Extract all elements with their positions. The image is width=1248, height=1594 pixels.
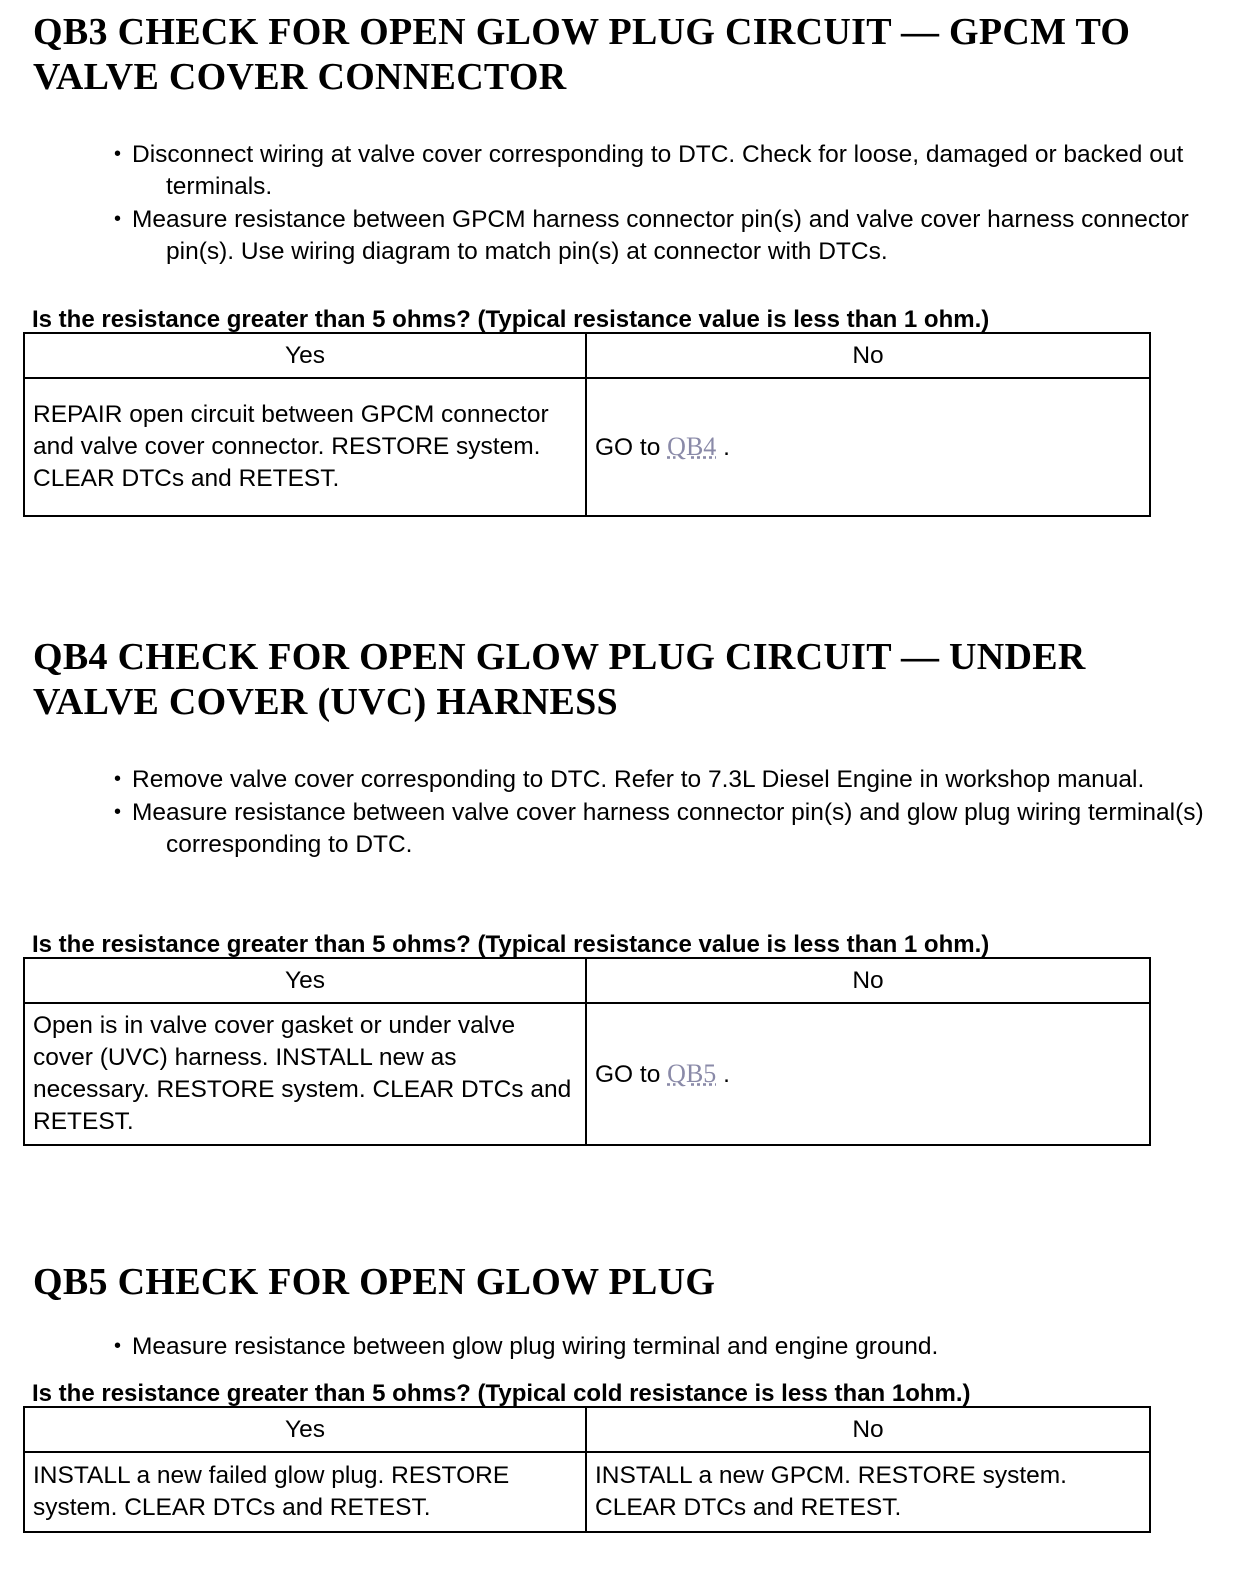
- no-cell: INSTALL a new GPCM. RESTORE system. CLEAR DTCs and RETEST.: [586, 1452, 1150, 1532]
- no-cell: [586, 378, 1150, 516]
- no-prefix: GO to: [595, 433, 661, 461]
- no-suffix: .: [723, 433, 730, 461]
- section-title: QB5 CHECK FOR OPEN GLOW PLUG: [33, 1261, 716, 1303]
- question-text: Is the resistance greater than 5 ohms? (Typical resistance value is less than 1 ohm.): [32, 306, 990, 333]
- section-qb4: [0, 635, 1248, 1135]
- yes-header: Yes: [24, 1407, 586, 1452]
- goto-qb4-link[interactable]: QB4: [667, 431, 717, 461]
- step-item: [114, 203, 1224, 268]
- yes-header: Yes: [24, 958, 586, 1003]
- no-header: No: [586, 958, 1150, 1003]
- step-text: Measure resistance between GPCM harness connector pin(s) and valve cover harness connector pin(s). Use wiring diagram to match pin(s) at connector with DTCs.: [132, 206, 1189, 265]
- table-row: [24, 1003, 1150, 1145]
- step-item: [114, 796, 1224, 861]
- yes-cell: Open is in valve cover gasket or under valve cover (UVC) harness. INSTALL new as necessary. RESTORE system. CLEAR DTCs and RETEST.: [24, 1003, 586, 1145]
- bullet-icon: •: [114, 768, 122, 790]
- step-text: Measure resistance between glow plug wiring terminal and engine ground.: [132, 1333, 939, 1360]
- step-list: [114, 1330, 1224, 1363]
- section-title: QB4 CHECK FOR OPEN GLOW PLUG CIRCUIT — UNDER VALVE COVER (UVC) HARNESS: [33, 636, 1086, 723]
- bullet-icon: •: [114, 801, 122, 823]
- no-header: No: [586, 1407, 1150, 1452]
- bullet-icon: •: [114, 208, 122, 230]
- yes-header: Yes: [24, 333, 586, 378]
- question-text: Is the resistance greater than 5 ohms? (Typical cold resistance is less than 1ohm.): [32, 1380, 971, 1407]
- step-item: [114, 138, 1224, 203]
- answer-table: [23, 957, 1151, 1146]
- section-qb5: [0, 1260, 1248, 1521]
- answer-table: [23, 332, 1151, 517]
- bullet-icon: •: [114, 143, 122, 165]
- table-header-row: [24, 958, 1150, 1003]
- step-text: Remove valve cover corresponding to DTC. Refer to 7.3L Diesel Engine in workshop manual.: [132, 766, 1145, 793]
- goto-qb5-link[interactable]: QB5: [667, 1058, 717, 1088]
- step-list: [114, 138, 1224, 268]
- step-item: [114, 1330, 1224, 1363]
- step-text: Measure resistance between valve cover harness connector pin(s) and glow plug wiring terminal(s) corresponding to DTC.: [132, 799, 1204, 858]
- bullet-icon: •: [114, 1335, 122, 1357]
- table-header-row: [24, 1407, 1150, 1452]
- yes-cell: INSTALL a new failed glow plug. RESTORE system. CLEAR DTCs and RETEST.: [24, 1452, 586, 1532]
- question-text: Is the resistance greater than 5 ohms? (Typical resistance value is less than 1 ohm.): [32, 931, 990, 958]
- table-row: [24, 378, 1150, 516]
- no-header: No: [586, 333, 1150, 378]
- step-text: Disconnect wiring at valve cover corresponding to DTC. Check for loose, damaged or backed out terminals.: [132, 141, 1184, 200]
- yes-cell: REPAIR open circuit between GPCM connector and valve cover connector. RESTORE system. CLEAR DTCs and RETEST.: [24, 378, 586, 516]
- section-title: QB3 CHECK FOR OPEN GLOW PLUG CIRCUIT — GPCM TO VALVE COVER CONNECTOR: [33, 11, 1131, 98]
- table-header-row: [24, 333, 1150, 378]
- step-list: [114, 763, 1224, 861]
- answer-table: [23, 1406, 1151, 1533]
- no-prefix: GO to: [595, 1060, 661, 1088]
- step-item: [114, 763, 1224, 796]
- no-cell: [586, 1003, 1150, 1145]
- table-row: [24, 1452, 1150, 1532]
- section-qb3: [0, 10, 1248, 492]
- no-suffix: .: [723, 1060, 730, 1088]
